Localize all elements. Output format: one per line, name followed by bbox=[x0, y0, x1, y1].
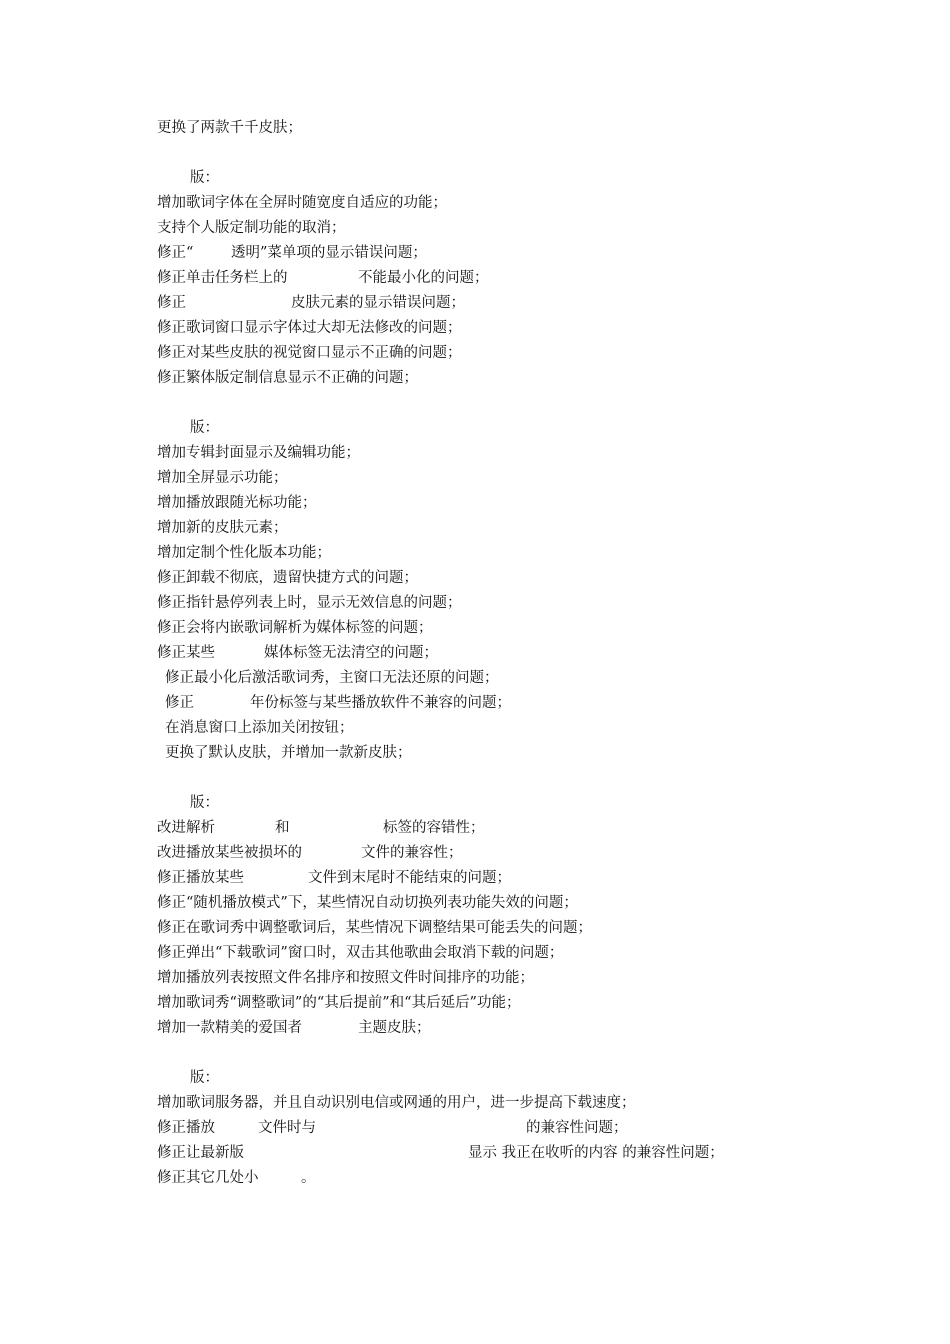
text-segment: 文件到末尾时不能结束的问题； bbox=[308, 870, 511, 886]
list-item bbox=[157, 1018, 857, 1038]
list-item: 增加新的皮肤元素； bbox=[157, 520, 288, 536]
text-segment: 。 bbox=[301, 1170, 316, 1186]
list-item: 增加歌词秀“调整歌词”的“其后提前”和“其后延后”功能； bbox=[157, 995, 521, 1011]
list-item bbox=[157, 643, 857, 663]
text-segment: 年份标签与某些播放软件不兼容的问题； bbox=[250, 695, 511, 711]
list-item: 增加播放列表按照文件名排序和按照文件时间排序的功能； bbox=[157, 970, 534, 986]
list-item bbox=[157, 818, 857, 838]
section-heading: 版： bbox=[190, 420, 219, 436]
text-segment: 修正播放某些 bbox=[157, 870, 244, 886]
text-segment: 文件时与 bbox=[258, 1120, 316, 1136]
list-item: 增加专辑封面显示及编辑功能； bbox=[157, 445, 360, 461]
text-segment: 修正单击任务栏上的 bbox=[157, 270, 288, 286]
list-item: 修正卸载不彻底，遗留快捷方式的问题； bbox=[157, 570, 418, 586]
list-item bbox=[157, 243, 857, 263]
list-item: 修正会将内嵌歌词解析为媒体标签的问题； bbox=[157, 620, 433, 636]
text-segment: 修正“ bbox=[157, 245, 194, 261]
list-item: 更换了默认皮肤，并增加一款新皮肤； bbox=[165, 745, 412, 761]
text-segment: 主题皮肤； bbox=[358, 1020, 431, 1036]
list-item: 增加歌词服务器，并且自动识别电信或网通的用户，进一步提高下载速度； bbox=[157, 1095, 636, 1111]
text-segment: 修正播放 bbox=[157, 1120, 215, 1136]
list-item: 增加歌词字体在全屏时随宽度自适应的功能； bbox=[157, 195, 447, 211]
text-segment: 修正让最新版 bbox=[157, 1145, 244, 1161]
list-item bbox=[157, 868, 857, 888]
section-heading: 版： bbox=[190, 795, 219, 811]
list-item bbox=[157, 1168, 857, 1188]
list-item bbox=[157, 843, 857, 863]
list-item bbox=[157, 1143, 857, 1163]
list-item: 修正繁体版定制信息显示不正确的问题； bbox=[157, 370, 418, 386]
list-item: 修正歌词窗口显示字体过大却无法修改的问题； bbox=[157, 320, 462, 336]
list-item: 修正最小化后激活歌词秀，主窗口无法还原的问题； bbox=[165, 670, 499, 686]
text-segment: 修正某些 bbox=[157, 645, 215, 661]
text-segment: 透明”菜单项的显示错误问题； bbox=[231, 245, 427, 261]
section-heading: 版： bbox=[190, 170, 219, 186]
text-segment: 改进解析 bbox=[157, 820, 215, 836]
text-segment: 文件的兼容性； bbox=[361, 845, 463, 861]
text-segment: 媒体标签无法清空的问题； bbox=[264, 645, 438, 661]
text-segment: 修正 bbox=[157, 295, 186, 311]
list-item: 修正对某些皮肤的视觉窗口显示不正确的问题； bbox=[157, 345, 462, 361]
text-segment: 增加一款精美的爱国者 bbox=[157, 1020, 302, 1036]
list-item bbox=[165, 693, 865, 713]
text-segment: 和 bbox=[275, 820, 290, 836]
text-segment: 修正 bbox=[165, 695, 194, 711]
text-segment: 皮肤元素的显示错误问题； bbox=[291, 295, 465, 311]
list-item bbox=[157, 1118, 857, 1138]
list-item bbox=[157, 293, 857, 313]
list-item: 修正在歌词秀中调整歌词后，某些情况下调整结果可能丢失的问题； bbox=[157, 920, 592, 936]
section-heading: 版： bbox=[190, 1070, 219, 1086]
text-segment: 改进播放某些被损坏的 bbox=[157, 845, 302, 861]
text-segment: 显示 我正在收听的内容 的兼容性问题； bbox=[468, 1145, 724, 1161]
text-segment: 标签的容错性； bbox=[383, 820, 485, 836]
list-item: 支持个人版定制功能的取消； bbox=[157, 220, 346, 236]
list-item: 修正指针悬停列表上时，显示无效信息的问题； bbox=[157, 595, 462, 611]
text-segment: 不能最小化的问题； bbox=[358, 270, 489, 286]
list-item: 在消息窗口上添加关闭按钮； bbox=[165, 720, 354, 736]
list-item bbox=[157, 268, 857, 288]
text-segment: 修正其它几处小 bbox=[157, 1170, 259, 1186]
list-item: 增加全屏显示功能； bbox=[157, 470, 288, 486]
intro-line: 更换了两款千千皮肤； bbox=[157, 120, 302, 136]
text-segment: 的兼容性问题； bbox=[526, 1120, 628, 1136]
list-item: 修正弹出“下载歌词”窗口时，双击其他歌曲会取消下载的问题； bbox=[157, 945, 564, 961]
list-item: 修正“随机播放模式”下，某些情况自动切换列表功能失效的问题； bbox=[157, 895, 578, 911]
list-item: 增加播放跟随光标功能； bbox=[157, 495, 317, 511]
list-item: 增加定制个性化版本功能； bbox=[157, 545, 331, 561]
